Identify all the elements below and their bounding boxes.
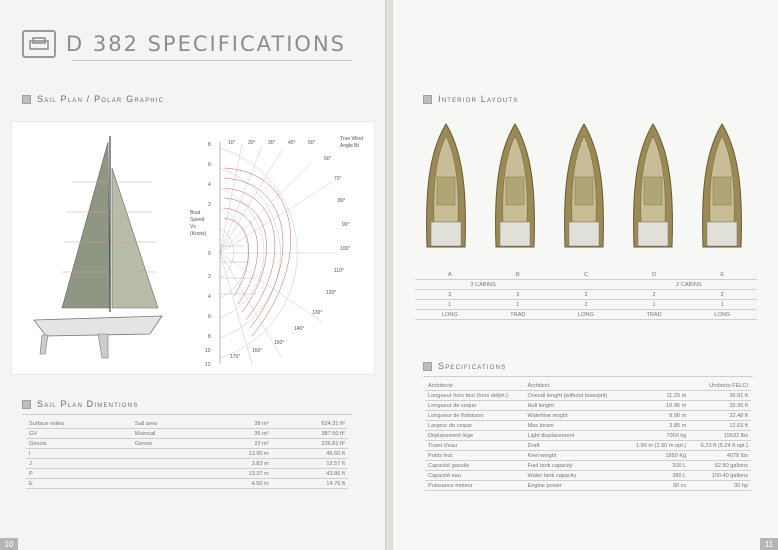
table-cell: Umberto FELCI — [689, 381, 751, 391]
table-cell: 10.96 m — [624, 401, 689, 411]
table-cell: Mainsail — [132, 429, 204, 439]
table-row — [26, 469, 348, 479]
svg-text:10: 10 — [205, 348, 211, 354]
table-cell: 30 cv — [624, 481, 689, 491]
table-cell: 13.90 m — [204, 449, 271, 459]
table-cell: 1850 Kg — [624, 451, 689, 461]
svg-text:70°: 70° — [334, 176, 342, 182]
sail-plan-graphic — [12, 122, 374, 374]
bullet-icon — [22, 95, 31, 104]
gutter — [385, 0, 393, 550]
table-cell: 22 m² — [204, 439, 271, 449]
layout-cell: 2 — [551, 290, 620, 300]
table-cell: Sail area — [132, 419, 204, 429]
table-cell: 45.60 ft — [272, 449, 348, 459]
svg-text:2: 2 — [208, 202, 211, 208]
table-cell: 36 m² — [204, 429, 271, 439]
table-cell: Longueur hors tout (hors delph.) — [425, 391, 525, 401]
rudder — [40, 335, 48, 354]
svg-text:110°: 110° — [334, 268, 344, 274]
table-row — [26, 459, 348, 469]
two-cabins-label: 2 CABINS — [621, 280, 757, 290]
mainsail — [62, 142, 110, 308]
bullet-icon — [22, 400, 31, 409]
table-cell: Draft — [525, 441, 624, 451]
table-row — [425, 411, 751, 421]
table-cell: 52.80 gallons — [689, 461, 751, 471]
hull-layout-D — [630, 122, 676, 252]
table-cell: Capacité gasoile — [425, 461, 525, 471]
sail-dimensions-table — [26, 419, 348, 489]
svg-text:Speed: Speed — [190, 217, 205, 223]
layout-drawings — [423, 122, 753, 252]
layout-cell: 1 — [687, 300, 757, 310]
dimensions-heading: Sail Plan Dimentions — [22, 399, 352, 415]
table-cell: E — [26, 479, 132, 489]
sail-plan-heading: Sail Plan / Polar Graphic — [22, 94, 164, 104]
table-row — [425, 441, 751, 451]
table-cell: 30 hp — [689, 481, 751, 491]
table-cell — [132, 459, 204, 469]
specifications-heading: Specifications — [423, 361, 753, 377]
svg-text:Boat: Boat — [190, 210, 201, 216]
table-row — [425, 471, 751, 481]
table-cell: 236.81 ft² — [272, 439, 348, 449]
svg-text:160°: 160° — [252, 348, 263, 354]
title-row — [22, 30, 346, 58]
table-row — [26, 429, 348, 439]
table-cell: 12.57 ft — [272, 459, 348, 469]
svg-text:100°: 100° — [340, 246, 351, 252]
table-cell — [132, 479, 204, 489]
svg-text:Angle Bt: Angle Bt — [340, 143, 359, 149]
table-row — [425, 401, 751, 411]
svg-text:140°: 140° — [294, 326, 305, 332]
page-number: 10 — [0, 538, 18, 550]
genoa — [112, 168, 158, 308]
table-cell: 1.90 m (1.60 m opt.) — [624, 441, 689, 451]
layout-cell: E — [687, 270, 757, 280]
layout-cell: 3 — [415, 290, 484, 300]
table-cell: Poids lest — [425, 451, 525, 461]
svg-text:120°: 120° — [326, 290, 337, 296]
table-cell: Overall lenght (without bowsprit) — [525, 391, 624, 401]
table-row — [26, 439, 348, 449]
table-cell — [132, 449, 204, 459]
table-cell: Waterline lenght — [525, 411, 624, 421]
table-cell: Surface voiles — [26, 419, 132, 429]
table-cell: 38 m² — [204, 419, 271, 429]
table-cell: P — [26, 469, 132, 479]
table-cell: Capacité eau — [425, 471, 525, 481]
table-cell: Fuel tank capacity — [525, 461, 624, 471]
layout-cell: LONG — [415, 310, 484, 320]
table-cell: 32.48 ft — [689, 411, 751, 421]
svg-text:8: 8 — [208, 334, 211, 340]
bullet-icon — [423, 95, 432, 104]
table-cell: 43.86 ft — [272, 469, 348, 479]
table-cell: 12.63 ft — [689, 421, 751, 431]
table-cell: Tirant d'eau — [425, 441, 525, 451]
table-cell: Light displacement — [525, 431, 624, 441]
table-row — [425, 431, 751, 441]
table-row — [26, 449, 348, 459]
layout-cell: 3 — [484, 290, 551, 300]
svg-text:(Knots): (Knots) — [190, 231, 207, 237]
layout-cell: D — [621, 270, 688, 280]
table-cell: Génois — [26, 439, 132, 449]
layout-cell: B — [484, 270, 551, 280]
table-cell: 380 L — [624, 471, 689, 481]
table-row — [425, 421, 751, 431]
table-cell: 14.76 ft — [272, 479, 348, 489]
svg-text:50°: 50° — [308, 140, 316, 146]
sail-plan-drawing — [12, 122, 374, 374]
hull-layout-B — [492, 122, 538, 252]
svg-text:60°: 60° — [324, 156, 332, 162]
table-row — [425, 451, 751, 461]
svg-text:170°: 170° — [230, 354, 241, 360]
svg-text:4: 4 — [208, 294, 211, 300]
svg-text:6: 6 — [208, 314, 211, 320]
right-page — [393, 0, 778, 550]
table-cell: Keel weight — [525, 451, 624, 461]
table-cell: Architect — [525, 381, 624, 391]
hull-layout-C — [561, 122, 607, 252]
layout-cell: LONG — [687, 310, 757, 320]
polar-chart — [190, 136, 363, 368]
svg-text:10°: 10° — [228, 140, 236, 146]
table-cell: 387.50 ft² — [272, 429, 348, 439]
left-page — [0, 0, 385, 550]
table-cell: Genoa — [132, 439, 204, 449]
hull — [34, 316, 162, 336]
layout-cell: 2 — [551, 300, 620, 310]
table-cell: Déplacement lège — [425, 431, 525, 441]
svg-text:40°: 40° — [288, 140, 296, 146]
svg-text:True Wind: True Wind — [340, 136, 363, 142]
svg-text:80°: 80° — [338, 198, 346, 204]
table-cell: 100.40 gallons — [689, 471, 751, 481]
title-divider — [72, 60, 352, 61]
hull-layout-A — [423, 122, 469, 252]
svg-text:8: 8 — [208, 142, 211, 148]
table-cell — [624, 381, 689, 391]
table-cell: Architecte — [425, 381, 525, 391]
layout-cell: 2 — [621, 290, 688, 300]
keel — [98, 334, 108, 358]
table-cell: 15532 lbs — [689, 431, 751, 441]
table-row — [425, 481, 751, 491]
svg-text:2: 2 — [208, 274, 211, 280]
table-cell: Puissance moteur — [425, 481, 525, 491]
layout-table — [415, 270, 757, 320]
table-cell: 3.83 m — [204, 459, 271, 469]
svg-text:90°: 90° — [342, 222, 350, 228]
table-row — [425, 381, 751, 391]
hull-layout-E — [699, 122, 745, 252]
three-cabins-label: 3 CABINS — [415, 280, 551, 290]
table-cell: 36.91 ft — [689, 391, 751, 401]
table-cell: 3.85 m — [624, 421, 689, 431]
page-number: 11 — [760, 538, 778, 550]
table-row — [425, 391, 751, 401]
table-cell: 11.25 m — [624, 391, 689, 401]
layout-cell: 1 — [484, 300, 551, 310]
table-row — [26, 419, 348, 429]
layout-cell: 1 — [621, 300, 688, 310]
bullet-icon — [423, 362, 432, 371]
layout-cell: 1 — [415, 300, 484, 310]
table-cell: 13.37 m — [204, 469, 271, 479]
svg-text:130°: 130° — [312, 310, 323, 316]
table-cell: Longueur de coque — [425, 401, 525, 411]
table-cell: I — [26, 449, 132, 459]
svg-text:12: 12 — [205, 362, 211, 368]
table-cell: 6.23 ft (5.24 ft opt.) — [689, 441, 751, 451]
table-cell: J — [26, 459, 132, 469]
table-row — [26, 479, 348, 489]
svg-text:Vs: Vs — [190, 224, 196, 230]
page-title: D 382 SPECIFICATIONS — [66, 32, 346, 56]
table-cell: Max beam — [525, 421, 624, 431]
svg-text:30°: 30° — [268, 140, 276, 146]
table-cell: 9.90 m — [624, 411, 689, 421]
layout-cell: TRAD — [621, 310, 688, 320]
layout-cell: A — [415, 270, 484, 280]
table-cell: GV — [26, 429, 132, 439]
table-cell: Longueur de flottaison — [425, 411, 525, 421]
svg-text:4: 4 — [208, 182, 211, 188]
table-cell: Engine power — [525, 481, 624, 491]
table-cell: Hull lenght — [525, 401, 624, 411]
table-cell: 624.31 ft² — [272, 419, 348, 429]
svg-text:6: 6 — [208, 162, 211, 168]
layout-cell: 2 — [687, 290, 757, 300]
sofa-icon — [22, 30, 56, 58]
table-cell: 200 L — [624, 461, 689, 471]
svg-text:0: 0 — [208, 251, 211, 257]
interior-layouts-heading: Interior Layouts — [423, 94, 518, 104]
table-cell — [132, 469, 204, 479]
specifications-table — [425, 381, 751, 491]
table-row — [425, 461, 751, 471]
table-cell: 4078 lbs — [689, 451, 751, 461]
svg-text:20°: 20° — [248, 140, 256, 146]
layout-cell: LONG — [551, 310, 620, 320]
table-cell: 7060 kg — [624, 431, 689, 441]
layout-cell: TRAD — [484, 310, 551, 320]
table-cell: Largeur de coque — [425, 421, 525, 431]
table-cell: 35.95 ft — [689, 401, 751, 411]
table-cell: Water tank capacity — [525, 471, 624, 481]
svg-text:150°: 150° — [274, 340, 285, 346]
table-cell: 4.50 m — [204, 479, 271, 489]
layout-cell: C — [551, 270, 620, 280]
